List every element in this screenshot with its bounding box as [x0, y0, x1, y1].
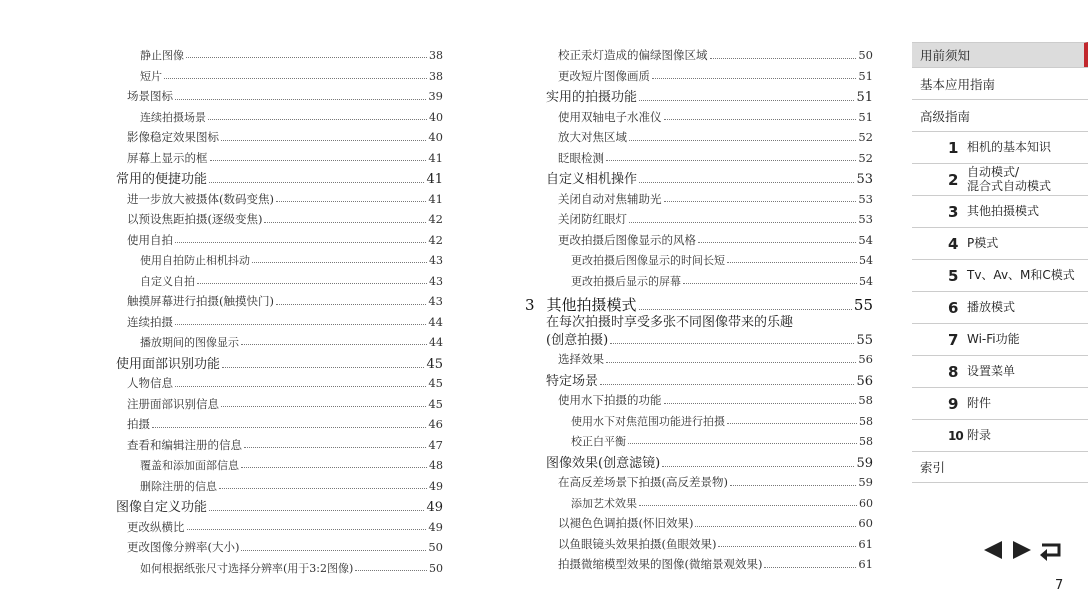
- toc-entry-label: 以褪色色调拍摄(怀旧效果): [558, 516, 694, 530]
- toc-entry-label: 关闭自动对焦辅助光: [558, 191, 662, 206]
- toc-entry[interactable]: [525, 559, 873, 571]
- leader-dots: [639, 308, 852, 310]
- toc-entry-page: 38: [429, 69, 443, 83]
- chapter-label: 自动模式/ 混合式自动模式: [967, 164, 1052, 193]
- toc-entry[interactable]: [525, 334, 873, 347]
- sidebar-chapter-4[interactable]: [912, 227, 1088, 259]
- toc-entry-page: 55: [856, 333, 873, 348]
- toc-entry-page: 44: [428, 314, 443, 329]
- toc-entry-page: 51: [856, 90, 873, 105]
- leader-dots: [222, 366, 424, 368]
- toc-entry[interactable]: [525, 109, 873, 124]
- leader-dots: [241, 466, 427, 468]
- toc-entry[interactable]: [525, 354, 873, 366]
- leader-dots: [730, 484, 856, 486]
- toc-entry-page: 49: [428, 519, 443, 534]
- sidebar-chapter-8[interactable]: [912, 355, 1088, 387]
- chapter-number: 7: [948, 330, 959, 349]
- toc-entry[interactable]: [525, 518, 873, 530]
- toc-entry-label: 更改短片图像画质: [558, 68, 650, 83]
- toc-entry-label: 眨眼检测: [558, 150, 604, 165]
- toc-entry-label: 在高反差场景下拍摄(高反差景物): [558, 475, 728, 489]
- chapter-number: 3: [948, 202, 959, 221]
- toc-entry-label: 以鱼眼镜头效果拍摄(鱼眼效果): [558, 536, 717, 551]
- chapter-label: 播放模式: [967, 299, 1016, 314]
- toc-entry[interactable]: [113, 563, 443, 574]
- toc-entry[interactable]: [113, 232, 443, 247]
- toc-entry[interactable]: [525, 436, 873, 447]
- toc-entry-label: 使用水下对焦范围功能进行拍摄: [571, 414, 725, 428]
- toc-entry-label-line1[interactable]: 在每次拍摄时享受多张不同图像带来的乐趣: [546, 315, 794, 330]
- toc-entry-page: 49: [429, 479, 443, 493]
- toc-entry-label: 更改纵横比: [127, 519, 185, 534]
- toc-entry-page: 43: [428, 294, 443, 308]
- toc-entry[interactable]: [113, 112, 443, 123]
- toc-entry-page: 53: [858, 191, 873, 206]
- toc-entry-label: 更改拍摄后显示的屏幕: [571, 274, 681, 288]
- toc-entry[interactable]: [525, 68, 873, 83]
- leader-dots: [355, 569, 427, 571]
- toc-entry-label: 更改拍摄后图像显示的时间长短: [571, 254, 725, 267]
- toc-entry-page: 38: [429, 49, 443, 62]
- toc-entry-page: 54: [858, 232, 873, 247]
- toc-entry-label: 使用双轴电子水准仪: [558, 109, 662, 124]
- return-button[interactable]: [1038, 539, 1064, 561]
- toc-entry[interactable]: [525, 375, 873, 388]
- leader-dots: [652, 77, 856, 79]
- toc-entry-page: 45: [428, 396, 443, 411]
- toc-entry-label: 以预设焦距拍摄(逐级变焦): [127, 212, 263, 226]
- toc-entry-label: 自定义相机操作: [546, 172, 638, 187]
- toc-entry-page: 41: [428, 150, 443, 165]
- leader-dots: [164, 77, 427, 79]
- return-icon: [1038, 539, 1064, 561]
- leader-dots: [175, 385, 426, 387]
- toc-chapter-heading[interactable]: [525, 298, 873, 313]
- toc-entry-label: 常用的便捷功能: [116, 172, 208, 187]
- toc-entry-label: 触摸屏幕进行拍摄(触摸快门): [127, 294, 274, 308]
- chapter-number: 10: [948, 428, 963, 443]
- toc-entry[interactable]: [113, 419, 443, 431]
- toc-entry-label: 更改拍摄后图像显示的风格: [558, 232, 696, 247]
- toc-entry[interactable]: [113, 314, 443, 329]
- leader-dots: [639, 181, 854, 183]
- toc-entry-page: 56: [856, 373, 873, 389]
- toc-entry[interactable]: [525, 255, 873, 266]
- toc-entry-label: 更改图像分辨率(大小): [127, 540, 240, 554]
- toc-entry-label: 校正汞灯造成的偏绿图像区域: [558, 48, 708, 62]
- toc-entry-page: 56: [858, 352, 873, 366]
- toc-entry[interactable]: [113, 296, 443, 308]
- leader-dots: [727, 422, 857, 424]
- sidebar-item-basic-guide[interactable]: [912, 67, 1088, 99]
- leader-dots: [186, 56, 427, 58]
- toc-entry[interactable]: [113, 378, 443, 390]
- chapter-label: 附件: [967, 395, 992, 410]
- leader-dots: [683, 282, 857, 284]
- sidebar-chapter-9[interactable]: [912, 387, 1088, 419]
- toc-entry[interactable]: [525, 50, 873, 62]
- toc-entry-page: 49: [426, 500, 443, 515]
- toc-entry[interactable]: [525, 214, 873, 226]
- toc-entry-page: 39: [428, 89, 443, 103]
- toc-entry-page: 60: [859, 496, 873, 510]
- toc-entry-label: 屏幕上显示的框: [127, 150, 208, 165]
- toc-entry-label: 特定场景: [546, 373, 599, 389]
- toc-entry[interactable]: [113, 501, 443, 514]
- previous-page-button[interactable]: [980, 539, 1006, 561]
- toc-entry-label: 校正白平衡: [571, 435, 626, 448]
- leader-dots: [664, 402, 857, 404]
- leader-dots: [764, 566, 856, 568]
- toc-entry-page: 58: [859, 414, 873, 428]
- toc-entry[interactable]: [113, 132, 443, 144]
- chapter-number: 6: [948, 298, 959, 317]
- toc-entry-label: 如何根据纸张尺寸选择分辨率(用于3:2图像): [140, 561, 354, 575]
- chapter-label: P模式: [967, 235, 999, 250]
- chapter-label: 附录: [967, 427, 992, 442]
- toc-entry[interactable]: [113, 71, 443, 82]
- toc-entry-page: 45: [426, 356, 443, 372]
- toc-entry-page: 54: [859, 274, 873, 288]
- toc-entry-page: 52: [858, 150, 873, 165]
- sidebar-item-advanced-guide[interactable]: [912, 99, 1088, 131]
- toc-entry-label: 人物信息: [127, 376, 173, 390]
- next-page-button[interactable]: [1009, 539, 1035, 561]
- toc-entry-page: 53: [858, 212, 873, 226]
- toc-entry-label: 使用自拍: [127, 232, 173, 247]
- leader-dots: [276, 303, 426, 305]
- toc-entry-page: 42: [428, 232, 443, 247]
- leader-dots: [175, 323, 426, 325]
- toc-entry-label: 进一步放大被摄体(数码变焦): [127, 191, 274, 206]
- leader-dots: [727, 261, 857, 263]
- toc-entry-label: 播放期间的图像显示: [140, 336, 239, 349]
- toc-entry[interactable]: [525, 132, 873, 144]
- chapter-label: Wi-Fi功能: [967, 331, 1020, 346]
- toc-entry-page: 43: [429, 254, 443, 267]
- leader-dots: [221, 405, 426, 407]
- chapter-label: 其他拍摄模式: [967, 203, 1040, 218]
- sidebar-item-label: 用前须知: [920, 48, 971, 63]
- toc-entry-label: 实用的拍摄功能: [546, 90, 638, 105]
- toc-entry[interactable]: [113, 396, 443, 411]
- toc-entry-label: 连续拍摄: [127, 314, 173, 329]
- chapter-number: 3: [525, 296, 535, 314]
- toc-entry-page: 40: [428, 130, 443, 144]
- toc-entry[interactable]: [113, 519, 443, 534]
- toc-entry-label: 关闭防红眼灯: [558, 212, 627, 226]
- leader-dots: [718, 545, 856, 547]
- toc-entry-label: 图像效果(创意滤镜): [546, 455, 661, 471]
- leader-dots: [208, 118, 427, 120]
- toc-entry-label: 删除注册的信息: [140, 479, 217, 493]
- toc-entry-page: 51: [858, 109, 873, 124]
- sidebar-chapter-2[interactable]: [912, 163, 1088, 195]
- toc-entry[interactable]: [113, 191, 443, 206]
- toc-entry-page: 58: [859, 435, 873, 448]
- chapter-number: 9: [948, 394, 959, 413]
- toc-entry-page: 61: [858, 557, 873, 571]
- sidebar-chapter-7[interactable]: [912, 323, 1088, 355]
- toc-entry[interactable]: [113, 276, 443, 287]
- leader-dots: [252, 261, 427, 263]
- leader-dots: [209, 509, 424, 511]
- toc-entry[interactable]: [525, 150, 873, 165]
- leader-dots: [241, 343, 427, 345]
- toc-entry-page: 60: [858, 516, 873, 530]
- toc-entry[interactable]: [525, 498, 873, 509]
- toc-entry[interactable]: [113, 481, 443, 492]
- toc-entry-label: 选择效果: [558, 352, 604, 366]
- leader-dots: [175, 241, 426, 243]
- leader-dots: [664, 200, 857, 202]
- leader-dots: [187, 528, 427, 530]
- chapter-title: 其他拍摄模式: [546, 296, 637, 314]
- chapter-label: 相机的基本知识: [967, 139, 1052, 154]
- chapter-number: 8: [948, 362, 959, 381]
- leader-dots: [244, 446, 426, 448]
- leader-dots: [698, 241, 856, 243]
- toc-entry-label: 查看和编辑注册的信息: [127, 437, 242, 452]
- leader-dots: [610, 342, 854, 344]
- leader-dots: [629, 221, 856, 223]
- toc-entry-label: 拍摄: [127, 417, 150, 431]
- chapter-label: 设置菜单: [967, 363, 1016, 378]
- leader-dots: [264, 221, 426, 223]
- toc-entry[interactable]: [113, 214, 443, 226]
- leader-dots: [639, 504, 857, 506]
- toc-entry-page: 46: [428, 417, 443, 431]
- chapter-number: 5: [948, 266, 959, 285]
- toc-entry-page: 51: [858, 68, 873, 83]
- toc-entry-label: 自定义自拍: [140, 274, 195, 288]
- toc-entry-label: 短片: [140, 69, 162, 83]
- toc-entry[interactable]: [525, 232, 873, 247]
- toc-entry[interactable]: [525, 536, 873, 551]
- sidebar-item-label: 高级指南: [920, 108, 971, 124]
- toc-entry[interactable]: [113, 255, 443, 266]
- toc-entry-page: 53: [856, 172, 873, 187]
- leader-dots: [197, 282, 427, 284]
- toc-entry-page: 58: [858, 393, 873, 407]
- toc-entry-page: 50: [429, 561, 443, 575]
- toc-entry-label: 静止图像: [140, 49, 184, 62]
- toc-entry[interactable]: [113, 337, 443, 348]
- toc-entry[interactable]: [525, 191, 873, 206]
- toc-entry-label: 连续拍摄场景: [140, 110, 206, 124]
- toc-entry-label: 注册面部识别信息: [127, 396, 219, 411]
- sidebar-chapter-5[interactable]: [912, 259, 1088, 291]
- leader-dots: [639, 99, 854, 101]
- sidebar-chapter-3[interactable]: [912, 195, 1088, 227]
- toc-entry[interactable]: [113, 50, 443, 61]
- toc-entry[interactable]: [113, 150, 443, 165]
- leader-dots: [606, 361, 856, 363]
- toc-entry[interactable]: [113, 460, 443, 471]
- toc-entry-label: 使用自拍防止相机抖动: [140, 254, 250, 267]
- leader-dots: [606, 159, 856, 161]
- toc-entry-label: 拍摄微缩模型效果的图像(微缩景观效果): [558, 557, 763, 571]
- leader-dots: [209, 181, 424, 183]
- toc-entry[interactable]: [113, 173, 443, 186]
- leader-dots: [628, 442, 857, 444]
- toc-entry-page: 54: [859, 254, 873, 267]
- toc-entry-label: 使用面部识别功能: [116, 356, 221, 372]
- toc-entry[interactable]: [525, 457, 873, 470]
- page-number: 7: [1055, 578, 1064, 593]
- toc-entry[interactable]: [525, 477, 873, 489]
- sidebar-item-label: 索引: [920, 460, 946, 475]
- sidebar-chapter-6[interactable]: [912, 291, 1088, 323]
- chapter-number: 1: [948, 138, 959, 157]
- chapter-number: 4: [948, 234, 959, 253]
- toc-entry[interactable]: [113, 358, 443, 371]
- leader-dots: [221, 139, 426, 141]
- toc-entry-label: 放大对焦区域: [558, 130, 627, 144]
- sidebar-item-index[interactable]: [912, 451, 1088, 483]
- leader-dots: [664, 118, 857, 120]
- toc-entry[interactable]: [525, 395, 873, 407]
- sidebar-item-before-use[interactable]: [912, 42, 1088, 67]
- arrow-right-icon: [1011, 540, 1033, 560]
- toc-entry[interactable]: [525, 173, 873, 186]
- toc-entry-page: 45: [428, 376, 443, 390]
- toc-entry-label: 覆盖和添加面部信息: [140, 459, 239, 472]
- toc-entry-page: 43: [429, 274, 443, 288]
- toc-entry-label: 场景图标: [127, 89, 173, 103]
- toc-entry-page: 41: [428, 191, 443, 206]
- chapter-page: 55: [853, 296, 873, 314]
- toc-entry-page: 61: [858, 536, 873, 551]
- toc-entry-label: 图像自定义功能: [116, 500, 208, 515]
- toc-entry[interactable]: [113, 91, 443, 103]
- toc-entry-label: 添加艺术效果: [571, 496, 637, 510]
- toc-entry-page: 42: [428, 212, 443, 226]
- toc-entry-page: 59: [856, 455, 873, 471]
- sidebar-chapter-10[interactable]: [912, 419, 1088, 451]
- chapter-label: Tv、Av、M和C模式: [967, 267, 1075, 282]
- toc-entry-page: 50: [428, 540, 443, 554]
- leader-dots: [152, 426, 426, 428]
- leader-dots: [219, 487, 427, 489]
- sidebar-item-label: 基本应用指南: [920, 76, 996, 92]
- toc-entry[interactable]: [525, 416, 873, 427]
- leader-dots: [662, 465, 854, 467]
- leader-dots: [241, 549, 426, 551]
- chapter-number: 2: [948, 170, 959, 189]
- toc-entry-page: 40: [429, 110, 443, 124]
- toc-entry-page: 48: [429, 459, 443, 472]
- toc-entry-page: 44: [429, 336, 443, 349]
- leader-dots: [710, 57, 857, 59]
- leader-dots: [600, 383, 854, 385]
- toc-entry-page: 47: [428, 437, 443, 452]
- toc-entry-label-line2: (创意拍摄): [546, 333, 609, 348]
- leader-dots: [629, 139, 856, 141]
- leader-dots: [210, 159, 427, 161]
- toc-entry[interactable]: [113, 542, 443, 554]
- toc-entry[interactable]: [113, 437, 443, 452]
- leader-dots: [175, 98, 426, 100]
- toc-entry[interactable]: [525, 91, 873, 104]
- sidebar-chapter-1[interactable]: [912, 131, 1088, 163]
- leader-dots: [276, 200, 426, 202]
- toc-entry-label: 影像稳定效果图标: [127, 130, 219, 144]
- leader-dots: [695, 525, 856, 527]
- toc-entry-label: 使用水下拍摄的功能: [558, 393, 662, 407]
- page-navigation: [980, 539, 1064, 561]
- toc-entry-page: 52: [858, 130, 873, 144]
- toc-entry-page: 41: [426, 172, 443, 187]
- arrow-left-icon: [982, 540, 1004, 560]
- toc-entry[interactable]: [525, 276, 873, 287]
- toc-entry-page: 50: [858, 48, 873, 62]
- toc-entry-page: 59: [858, 475, 873, 489]
